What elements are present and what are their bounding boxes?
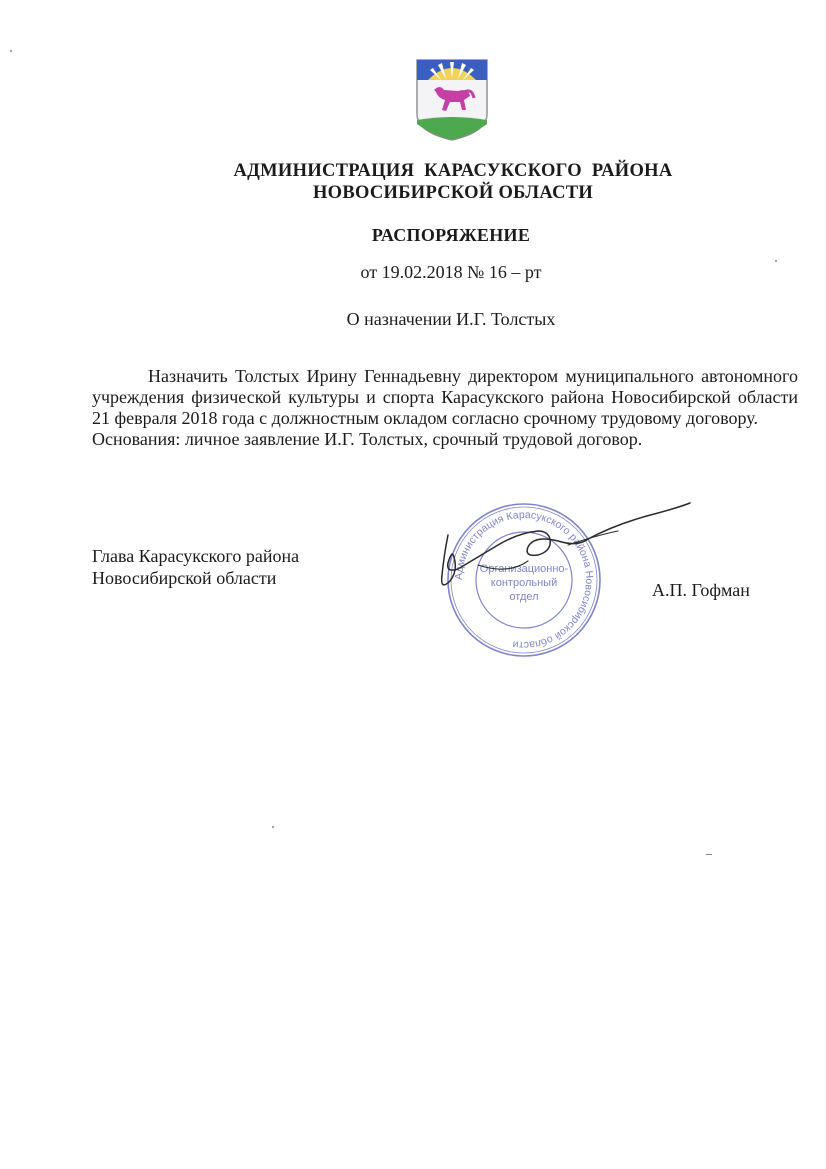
- basis-paragraph: Основания: личное заявление И.Г. Толстых, срочный трудовой договор.: [92, 429, 643, 449]
- scan-speck: [775, 260, 777, 262]
- signer-position-line-2: Новосибирской области: [92, 568, 277, 588]
- signer-position: [92, 545, 299, 589]
- document-number: от 19.02.2018 № 16 – рт: [360, 262, 542, 282]
- body-paragraph: Назначить Толстых Ирину Геннадьевну директором муниципального автономного учреждения физической культуры и спорта Карасукского района Новосибирской области 21 февраля 2018 года с должностным окладом согласно срочному трудовому договору.: [92, 366, 798, 428]
- organization-name-line-2: НОВОСИБИРСКОЙ ОБЛАСТИ: [312, 183, 594, 203]
- signer-name: А.П. Гофман: [652, 580, 750, 600]
- organization-name-line-1: АДМИНИСТРАЦИЯ КАРАСУКСКОГО РАЙОНА: [233, 161, 673, 181]
- stamp-center-line-1: Организационно-: [479, 563, 569, 575]
- scan-speck: [706, 854, 712, 855]
- organization-name: [40, 160, 826, 204]
- scan-speck: [272, 826, 274, 828]
- karasuk-coat-of-arms-icon: [414, 58, 490, 142]
- signer-position-line-1: Глава Карасукского района: [92, 546, 300, 566]
- stamp-center-line-2: контрольный: [490, 577, 558, 589]
- stamp-ring-text: Администрация Карасукского района Новосибирской области: [452, 508, 596, 652]
- scan-speck: [10, 50, 12, 52]
- stamp-center-line-3: отдел: [509, 591, 539, 603]
- document-body: [92, 366, 798, 450]
- document-type: РАСПОРЯЖЕНИЕ: [371, 225, 531, 245]
- document-subject: О назначении И.Г. Толстых: [346, 309, 556, 329]
